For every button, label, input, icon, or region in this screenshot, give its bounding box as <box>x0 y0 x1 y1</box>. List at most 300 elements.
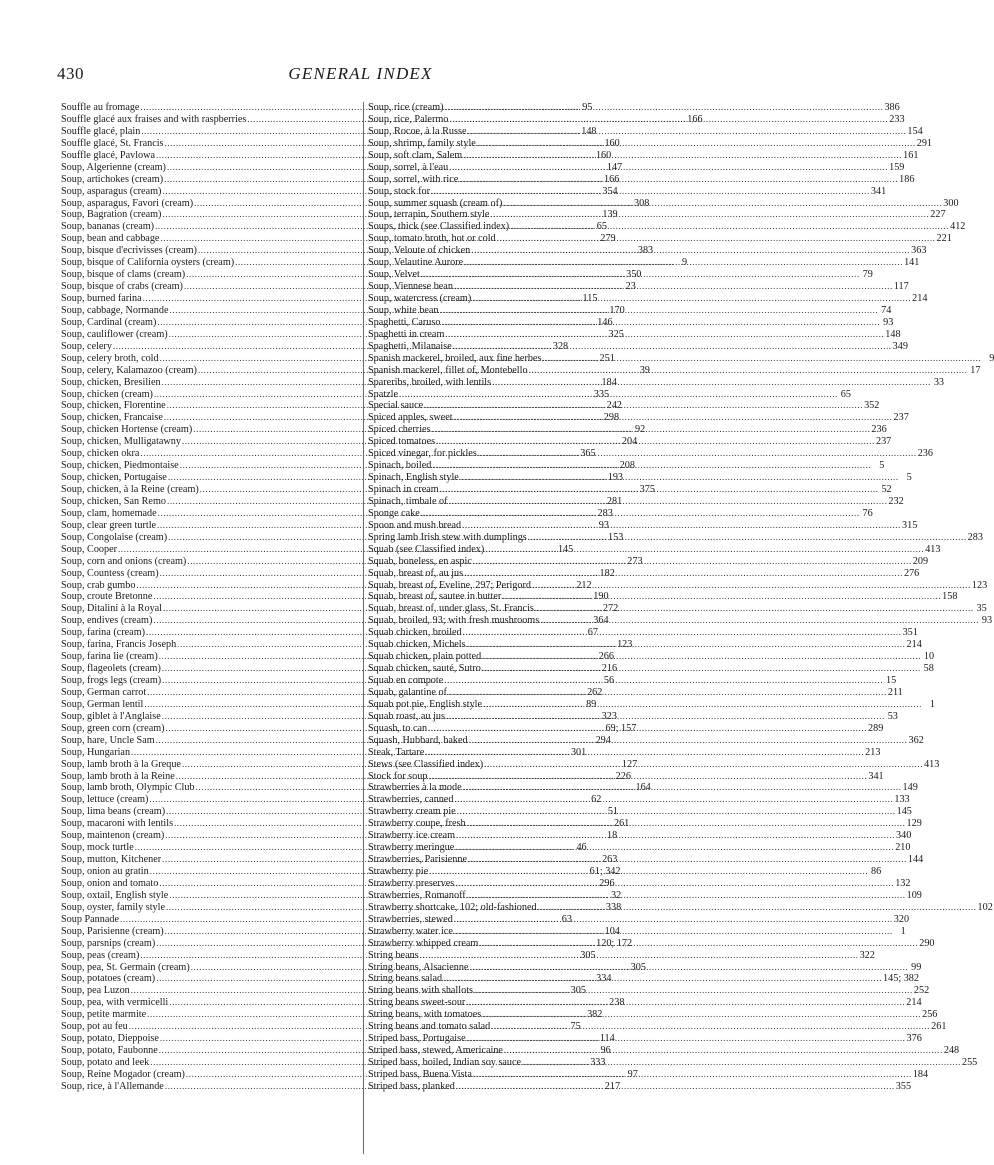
index-entry-page: 315 <box>902 519 918 531</box>
dot-leader <box>477 138 916 150</box>
dot-leader <box>485 544 924 556</box>
index-entry <box>368 304 892 317</box>
index-entry-page: 160 <box>595 149 612 161</box>
index-entry <box>368 209 946 221</box>
index-entry <box>368 830 912 842</box>
index-entry-page: 145 <box>896 806 912 818</box>
index-entry <box>368 913 910 926</box>
dot-leader <box>490 209 929 221</box>
index-entry-label: Soup, endives (cream) <box>61 615 153 627</box>
index-entry-page: 237 <box>893 412 909 424</box>
index-entry-label: Spanish mackerel, broiled, aux fine herbes <box>368 352 542 364</box>
index-entry-page: 123 <box>617 639 633 651</box>
index-entry-label: String beans <box>368 949 419 961</box>
index-entry-page: 159 <box>889 161 905 173</box>
index-entry-label: Soup, farina lie (cream) <box>61 651 158 663</box>
index-entry-page: 283 <box>967 531 983 543</box>
index-entry-page: 133 <box>894 794 910 806</box>
index-entry-label: Soup, pea, St. Germain (cream) <box>61 961 190 973</box>
index-entry-page: 382 <box>587 1009 603 1021</box>
dot-leader <box>502 591 941 603</box>
index-entry-label: Strawberry preserves <box>368 877 455 889</box>
index-entry <box>368 424 887 436</box>
running-head: GENERAL INDEX <box>288 64 433 83</box>
index-entry-page: 102 <box>977 901 993 913</box>
index-entry-page: 214 <box>906 997 922 1009</box>
dot-leader <box>424 400 863 412</box>
index-entry-page: 279 <box>600 233 616 245</box>
index-entry-label: Squab chicken, sauté, Sutro <box>368 663 481 675</box>
index-entry-label: Souffle au fromage <box>61 102 140 113</box>
dot-leader <box>454 926 893 938</box>
index-entry-page: 52 <box>881 484 892 495</box>
index-entry-label: Soup, cauliflower (cream) <box>61 328 168 340</box>
index-entry-page: 9 <box>989 352 994 364</box>
index-entry-page: 166 <box>687 113 703 125</box>
index-entry <box>368 937 935 950</box>
dot-leader <box>471 245 910 257</box>
index-entry-page: 296 <box>599 877 615 889</box>
index-entry-label: Soup, lamb broth, Olympic Club <box>61 782 195 794</box>
index-entry-page: 352 <box>864 400 880 412</box>
index-entry <box>368 675 897 687</box>
index-entry-page: 62 <box>591 794 602 806</box>
index-entry-label: Soup, potato and leek <box>61 1057 150 1068</box>
index-entry-label: Soup, rice (cream) <box>368 102 444 113</box>
index-entry-label: String beans salad <box>368 973 443 985</box>
dot-leader <box>474 985 913 997</box>
index-entry-label: Soup, Countess (cream) <box>61 567 159 579</box>
index-entry-label: Squab, boneless, en aspic <box>368 555 472 567</box>
index-entry-label: Soup, Congolaise (cream) <box>61 531 168 543</box>
index-entry-label: Spareribs, broiled, with lentils <box>368 376 492 388</box>
dot-leader <box>460 472 899 484</box>
index-entry-label: Strawberry whipped cream <box>368 937 479 949</box>
index-entry-page: 32 <box>610 889 622 901</box>
index-entry-page: 46 <box>576 842 587 854</box>
index-entry-label: Spanish mackerel, fillet of, Montebello <box>368 364 528 376</box>
index-entry-page: 69; 157 <box>605 722 637 734</box>
index-entry <box>368 257 920 269</box>
index-entry <box>368 663 934 675</box>
index-entry-label: Spoon and mush bread <box>368 519 462 531</box>
index-entry-label: Soup, asparagus, Favori (cream) <box>61 197 194 209</box>
dot-leader <box>429 866 868 878</box>
index-entry-page: 328 <box>552 340 569 352</box>
index-entry-page: 158 <box>942 591 958 603</box>
index-entry-label: Strawberries à la mode <box>368 782 462 794</box>
index-entry-page: 237 <box>875 436 892 448</box>
index-entry-page: 213 <box>865 746 881 758</box>
index-entry-label: Soup, Bagration (cream) <box>61 209 162 221</box>
dot-leader <box>436 436 875 448</box>
index-entry <box>368 997 922 1009</box>
dot-leader <box>399 389 838 401</box>
dot-leader <box>473 1069 912 1081</box>
dot-leader <box>449 496 888 508</box>
index-entry-label: Soup, terrapin, Southern style <box>368 209 490 221</box>
index-entry-page: 236 <box>871 424 887 436</box>
index-entry <box>368 400 880 412</box>
dot-leader <box>483 699 922 711</box>
index-entry-page: 334 <box>596 973 612 985</box>
index-entry-label: Soup, watercress (cream) <box>368 293 472 304</box>
index-entry-label: Souffle glacé aux fraises and with raspberries <box>61 113 247 125</box>
index-entry-label: String beans, Alsacienne <box>368 961 469 973</box>
index-entry-page: 251 <box>599 352 615 364</box>
dot-leader <box>421 508 860 520</box>
index-entry-label: Soup, mutton, Kitchener <box>61 854 162 866</box>
index-entry-page: 242 <box>606 400 622 412</box>
index-entry-page: 209 <box>912 555 929 567</box>
index-entry-page: 301 <box>570 746 587 758</box>
index-entry-page: 99 <box>911 961 922 973</box>
dot-leader <box>463 150 902 162</box>
index-entry <box>368 173 915 186</box>
index-entry <box>368 125 923 138</box>
index-entry <box>368 1057 978 1069</box>
index-entry-page: 1 <box>900 925 906 937</box>
index-entry-label: Soup, macaroni with lentils <box>61 818 174 830</box>
index-entry <box>368 889 922 902</box>
index-entry-page: 160 <box>604 137 620 149</box>
index-entry-label: Squab, galantine of <box>368 686 447 698</box>
index-entry-page: 154 <box>907 125 923 137</box>
index-entry-page: 65 <box>596 221 607 233</box>
dot-leader <box>482 651 921 663</box>
dot-leader <box>467 890 906 902</box>
index-entry-label: Soup, sorrel, with rice <box>368 173 459 185</box>
index-entry-label: Soup, clear green turtle <box>61 519 157 531</box>
dot-leader <box>482 663 921 675</box>
index-entry-page: 355 <box>895 1080 912 1092</box>
index-entry-page: 184 <box>912 1068 929 1080</box>
index-entry-page: 39 <box>639 364 650 376</box>
index-entry-page: 217 <box>604 1080 621 1092</box>
index-entry-label: Soup, Parisienne (cream) <box>61 925 164 937</box>
index-entry-label: Soup, German lentil <box>61 698 144 710</box>
index-entry-label: Soup, corn and onions (cream) <box>61 555 187 567</box>
dot-leader <box>428 771 867 783</box>
index-entry-page: 65 <box>840 388 851 400</box>
index-entry-page: 67 <box>587 627 598 639</box>
index-entry <box>368 782 918 794</box>
index-entry-label: Spiced cherries <box>368 424 431 436</box>
index-entry-label: Soup, chicken, San Remo <box>61 495 166 507</box>
dot-leader <box>456 1081 895 1093</box>
index-entry-label: Spinach, English style <box>368 472 459 484</box>
index-entry <box>368 949 875 962</box>
index-entry-page: 114 <box>599 1033 615 1045</box>
index-entry-page: 320 <box>893 913 910 925</box>
index-entry-label: Spaghetti, Milanaise <box>368 340 452 352</box>
index-entry-label: Strawberry shortcake, 102; old-fashioned <box>368 901 537 913</box>
index-entry-page: 341 <box>868 770 884 782</box>
index-entry-page: 139 <box>602 209 618 221</box>
index-entry <box>368 1021 947 1033</box>
index-entry-label: Soup, petite marmite <box>61 1009 147 1021</box>
index-entry-label: Soup, farina (cream) <box>61 627 146 639</box>
index-entry-page: 153 <box>608 531 624 543</box>
index-entry-page: 298 <box>603 412 620 424</box>
index-entry <box>368 1033 922 1045</box>
index-entry-label: Souffle glacé, Pavlowa <box>61 149 156 161</box>
index-entry-page: 252 <box>913 985 930 997</box>
index-entry <box>368 436 892 448</box>
dot-leader <box>446 711 885 723</box>
index-entry-label: Soup, chicken, Portugaise <box>61 472 167 484</box>
index-entry-label: Striped bass, Portugaise <box>368 1033 466 1045</box>
dot-leader <box>454 281 893 293</box>
index-entry-label: Spiced tomatoes <box>368 436 436 448</box>
index-entry <box>368 567 920 580</box>
index-entry-label: Special sauce <box>368 400 424 412</box>
index-entry <box>368 794 910 806</box>
index-entry-label: Soup, rice, à l'Allemande <box>61 1080 164 1092</box>
index-entry-label: String beans, with tomatoes <box>368 1009 482 1021</box>
dot-leader <box>462 520 901 532</box>
index-entry-page: 109 <box>906 889 922 901</box>
index-entry-label: Soup, oxtail, English style <box>61 889 169 901</box>
index-entry-label: Strawberry water ice <box>368 925 453 937</box>
index-entry-page: 413 <box>924 758 940 770</box>
index-entry-page: 148 <box>885 328 901 340</box>
index-entry-label: Soup, Velvet <box>368 269 420 281</box>
index-entry <box>368 1045 960 1057</box>
index-entry-page: 149 <box>902 782 918 794</box>
dot-leader <box>491 1021 930 1033</box>
dot-leader <box>466 997 905 1009</box>
dot-leader <box>484 759 923 771</box>
index-entry <box>368 484 892 496</box>
index-entry-page: 63 <box>561 913 572 925</box>
dot-leader <box>469 735 908 747</box>
index-entry-page: 294 <box>595 734 611 746</box>
index-entry-page: 256 <box>922 1009 938 1021</box>
index-entry-page: 233 <box>889 113 905 125</box>
index-entry <box>368 877 911 890</box>
index-entry-page: 262 <box>587 686 603 698</box>
index-entry <box>368 925 906 938</box>
index-entry-page: 58 <box>923 663 934 675</box>
index-entry-label: Soup, Rocoe, à la Russe <box>368 125 467 137</box>
index-entry-label: Squab (see Classified index) <box>368 543 485 555</box>
dot-leader <box>522 1057 961 1069</box>
index-entry <box>368 1080 912 1093</box>
index-entry-label: Stews (see Classified index) <box>368 758 484 770</box>
index-entry-page: 412 <box>950 221 966 233</box>
index-entry-label: Spinach in cream <box>368 484 439 495</box>
index-entry <box>368 603 987 615</box>
index-entry-page: 383 <box>637 245 654 257</box>
dot-leader <box>443 973 882 985</box>
index-entry-label: Soup, chicken, à la Reine (cream) <box>61 484 199 495</box>
index-entry-label: Soup, croute Bretonne <box>61 591 153 603</box>
index-entry-label: Soup, pea, with vermicelli <box>61 997 169 1009</box>
dot-leader <box>425 747 864 759</box>
index-entry-label: Strawberry coupe, fresh <box>368 818 466 830</box>
index-entry-page: 290 <box>919 937 935 949</box>
index-entry-label: Soup, bisque of clams (cream) <box>61 269 186 281</box>
dot-leader <box>473 556 912 568</box>
index-entry-label: Soup, giblet à l'Anglaise <box>61 710 161 722</box>
dot-leader <box>445 102 884 114</box>
index-entry-label: Sponge cake <box>368 507 420 519</box>
index-entry-page: 272 <box>602 603 619 615</box>
dot-leader <box>445 329 884 341</box>
index-entry-label: Squab en compote <box>368 675 444 686</box>
index-entry-label: String beans sweet-sour <box>368 997 466 1009</box>
index-entry-label: Soup, chicken (cream) <box>61 388 153 400</box>
dot-leader <box>454 412 893 424</box>
index-entry-page: 17 <box>970 364 981 376</box>
index-entry-label: Spatzle <box>368 388 398 400</box>
index-entry-page: 182 <box>599 567 615 579</box>
index-entry <box>368 901 993 914</box>
index-entry-page: 363 <box>911 245 927 257</box>
dot-leader <box>420 950 859 962</box>
index-entry-page: 266 <box>598 651 614 663</box>
index-entry <box>368 376 944 389</box>
index-entry-page: 338 <box>605 901 622 913</box>
index-entry-label: Soup, celery <box>61 340 112 352</box>
index-entry-page: 325 <box>608 328 624 340</box>
index-entry <box>368 161 905 174</box>
index-entry-label: Soup, celery broth, cold <box>61 352 159 364</box>
index-entry <box>368 221 966 233</box>
index-entry-page: 5 <box>879 460 885 472</box>
index-entry-page: 226 <box>615 770 631 782</box>
index-entry <box>368 651 935 663</box>
index-entry-page: 248 <box>943 1045 960 1057</box>
index-entry-page: 238 <box>609 997 625 1009</box>
index-entry-label: Squab, breast of, au jus <box>368 567 464 579</box>
index-entry-label: Squab chicken, Michels <box>368 639 466 651</box>
index-entry-label: Strawberries, Romanoff <box>368 889 466 901</box>
index-entry-page: 255 <box>961 1057 978 1068</box>
index-entry-label: Soup, Reine Mogador (cream) <box>61 1068 185 1080</box>
index-entry <box>368 412 909 424</box>
index-entry-page: 148 <box>581 125 597 137</box>
index-entry-label: Strawberry pie <box>368 866 429 877</box>
index-entry-page: 261 <box>931 1021 947 1033</box>
index-entry-page: 97 <box>627 1068 638 1080</box>
index-entry-page: 117 <box>893 281 909 293</box>
dot-leader <box>463 627 902 639</box>
index-entry-label: Soup, tomato broth, hot or cold <box>368 233 496 245</box>
index-entry-label: Soup, mock turtle <box>61 842 134 854</box>
dot-leader <box>538 902 977 914</box>
index-entry-page: 93 <box>883 316 894 328</box>
index-entry-page: 74 <box>881 304 892 316</box>
index-entry-label: Soup, Hungarian <box>61 746 131 758</box>
dot-leader <box>528 532 967 544</box>
index-entry-label: String beans and tomato salad <box>368 1021 491 1033</box>
index-entry-page: 92 <box>634 424 646 436</box>
index-entry <box>368 770 884 783</box>
index-entry <box>368 316 894 329</box>
index-entry-label: Soup, potato, Dieppoise <box>61 1033 159 1045</box>
index-entry-label: Soup, chicken Hortense (cream) <box>61 424 193 436</box>
index-entry-page: 305 <box>630 961 646 973</box>
index-entry-label: Soup, lamb broth à la Greque <box>61 758 181 770</box>
index-entry <box>368 806 912 818</box>
index-entry-page: 227 <box>930 209 946 221</box>
dot-leader <box>497 233 936 245</box>
index-entry-label: Soup, summer squash (cream of) <box>368 197 503 209</box>
index-entry-page: 300 <box>943 197 959 209</box>
index-entry-page: 349 <box>892 340 908 352</box>
index-entry-label: Spaghetti, Caruso <box>368 316 441 328</box>
index-entry-page: 184 <box>601 376 617 388</box>
index-entry-page: 123 <box>971 579 988 591</box>
dot-leader <box>455 842 894 854</box>
index-entry <box>368 722 884 735</box>
index-entry-label: Soup, frogs legs (cream) <box>61 675 162 686</box>
page-header <box>57 64 664 88</box>
index-entry-page: 351 <box>902 627 918 639</box>
index-entry <box>368 627 918 639</box>
index-entry-page: 263 <box>602 854 618 866</box>
dot-leader <box>439 305 878 317</box>
index-entry-page: 86 <box>870 866 882 877</box>
index-entry <box>368 388 851 401</box>
index-entry-page: 291 <box>916 137 933 149</box>
index-entry-page: 376 <box>906 1033 922 1045</box>
index-entry-page: 281 <box>606 495 623 507</box>
index-entry-page: 132 <box>895 877 911 889</box>
index-entry-label: Soup, lamb broth à la Reine <box>61 770 175 782</box>
dot-leader <box>459 174 898 186</box>
dot-leader <box>440 484 879 496</box>
dot-leader <box>449 162 888 174</box>
index-entry-page: 364 <box>593 615 609 627</box>
index-entry-label: Soups, thick (see Classified index) <box>368 221 510 233</box>
index-entry-page: 354 <box>602 185 618 197</box>
index-entry <box>368 746 881 759</box>
index-entry-page: 375 <box>639 484 655 495</box>
index-entry-page: 120; 172 <box>596 937 633 949</box>
index-entry <box>368 615 993 627</box>
index-entry-label: Soup, white bean <box>368 304 439 316</box>
index-entry-page: 144 <box>907 854 924 866</box>
index-entry-label: Spring lamb Irish stew with dumplings <box>368 531 527 543</box>
index-entry-label: Soup, Algerienne (cream) <box>61 161 166 173</box>
index-entry <box>368 854 924 866</box>
index-entry-page: 308 <box>634 197 650 209</box>
index-entry-label: Soup, Ditalini à la Royal <box>61 603 163 615</box>
index-entry-label: Soup, lettuce (cream) <box>61 794 149 806</box>
dot-leader <box>448 687 887 699</box>
index-entry-page: 10 <box>923 651 935 663</box>
index-entry-label: Soup, peas (cream) <box>61 949 140 961</box>
dot-leader <box>479 938 918 950</box>
index-entry-label: Soup, oyster, family style <box>61 901 166 913</box>
index-entry-page: 208 <box>619 460 635 472</box>
index-entry-label: Soup, shrimp, family style <box>368 137 476 149</box>
index-entry-page: 61; 342 <box>589 866 621 877</box>
index-entry-page: 33 <box>933 376 944 388</box>
index-entry-label: Souffle glacé, St. Francis <box>61 137 164 149</box>
index-entry-label: Striped bass, boiled, Indian soy sauce <box>368 1057 522 1068</box>
index-entry-page: 23 <box>625 281 636 293</box>
index-entry-label: Soup, pot au feu <box>61 1021 128 1033</box>
dot-leader <box>529 365 968 377</box>
index-entry <box>368 555 929 568</box>
index-entry-page: 322 <box>859 949 875 961</box>
index-entry-label: Soup, Cooper <box>61 543 118 555</box>
index-entry <box>368 137 933 150</box>
